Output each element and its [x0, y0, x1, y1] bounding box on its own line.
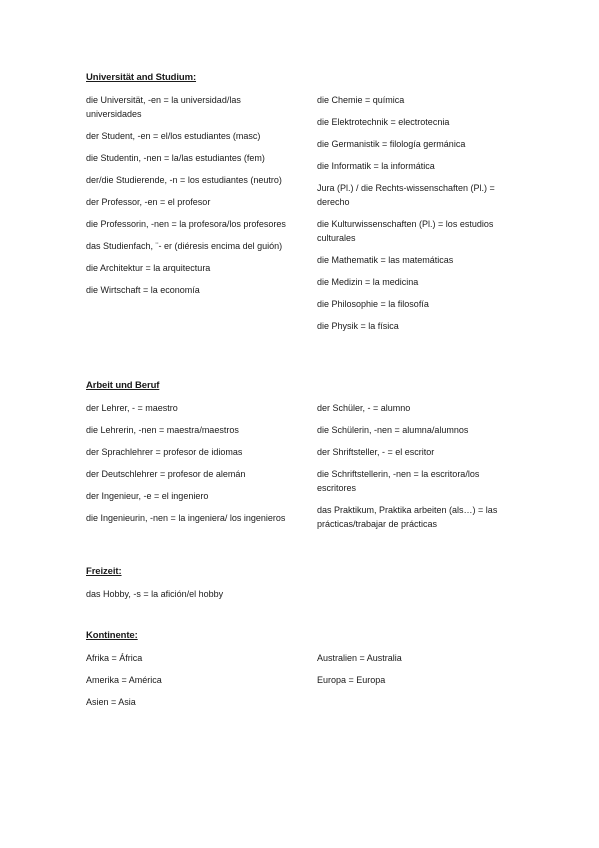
vocab-entry: die Schülerin, -nen = alumna/alumnos — [317, 425, 469, 435]
section-universitaet-left-column — [86, 93, 291, 305]
vocab-entry: die Professorin, -nen = la profesora/los profesores — [86, 219, 286, 229]
vocab-entry: Jura (Pl.) / die Rechts-wissenschaften (Pl.) = derecho — [317, 183, 495, 207]
section-title-freizeit: Freizeit: — [86, 566, 122, 577]
vocab-entry: der Deutschlehrer = profesor de alemán — [86, 469, 246, 479]
vocab-entry: die Schriftstellerin, -nen = la escritora/los escritores — [317, 469, 480, 493]
vocab-entry: die Universität, -en = la universidad/las universidades — [86, 95, 241, 119]
vocab-entry: die Wirtschaft = la economía — [86, 285, 200, 295]
vocab-entry: Australien = Australia — [317, 653, 402, 663]
section-kontinente-left-column — [86, 651, 291, 717]
vocab-entry: die Chemie = química — [317, 95, 405, 105]
section-freizeit-left-column — [86, 587, 291, 609]
section-kontinente-right-column — [317, 651, 517, 695]
vocab-entry: die Ingenieurin, -nen = la ingeniera/ los ingenieros — [86, 513, 286, 523]
vocab-entry: die Architektur = la arquitectura — [86, 263, 211, 273]
section-arbeit-left-column — [86, 401, 291, 533]
section-title-arbeit: Arbeit und Beruf — [86, 380, 160, 391]
vocab-entry: die Germanistik = filología germánica — [317, 139, 466, 149]
vocab-entry: der Schüler, - = alumno — [317, 403, 411, 413]
section-title-kontinente: Kontinente: — [86, 630, 138, 641]
vocab-entry: der Professor, -en = el profesor — [86, 197, 211, 207]
vocab-entry: Amerika = América — [86, 675, 162, 685]
vocab-entry: die Informatik = la informática — [317, 161, 435, 171]
vocab-entry: die Kulturwissenschaften (Pl.) = los estudios culturales — [317, 219, 494, 243]
section-arbeit-right-column — [317, 401, 517, 539]
vocab-entry: die Physik = la física — [317, 321, 399, 331]
vocab-entry: der Ingenieur, -e = el ingeniero — [86, 491, 209, 501]
section-universitaet-right-column — [317, 93, 517, 341]
vocab-entry: Europa = Europa — [317, 675, 386, 685]
vocab-entry: die Mathematik = las matemáticas — [317, 255, 454, 265]
vocab-entry: Afrika = África — [86, 653, 143, 663]
vocab-entry: Asien = Asia — [86, 697, 136, 707]
vocab-entry: der/die Studierende, -n = los estudiantes (neutro) — [86, 175, 282, 185]
vocab-entry: der Student, -en = el/los estudiantes (masc) — [86, 131, 261, 141]
vocab-entry: die Lehrerin, -nen = maestra/maestros — [86, 425, 239, 435]
section-title-universitaet: Universität and Studium: — [86, 72, 197, 83]
vocab-entry: der Shriftsteller, - = el escritor — [317, 447, 435, 457]
vocab-entry: die Studentin, -nen = la/las estudiantes (fem) — [86, 153, 265, 163]
vocab-entry: die Medizin = la medicina — [317, 277, 419, 287]
vocab-entry: die Elektrotechnik = electrotecnia — [317, 117, 450, 127]
vocab-entry: der Lehrer, - = maestro — [86, 403, 178, 413]
vocab-entry: der Sprachlehrer = profesor de idiomas — [86, 447, 243, 457]
vocab-entry: das Praktikum, Praktika arbeiten (als…) = las prácticas/trabajar de prácticas — [317, 505, 498, 529]
vocab-entry: das Hobby, -s = la afición/el hobby — [86, 589, 224, 599]
vocab-entry: das Studienfach, ¨- er (diéresis encima del guión) — [86, 241, 283, 251]
vocab-entry: die Philosophie = la filosofía — [317, 299, 429, 309]
